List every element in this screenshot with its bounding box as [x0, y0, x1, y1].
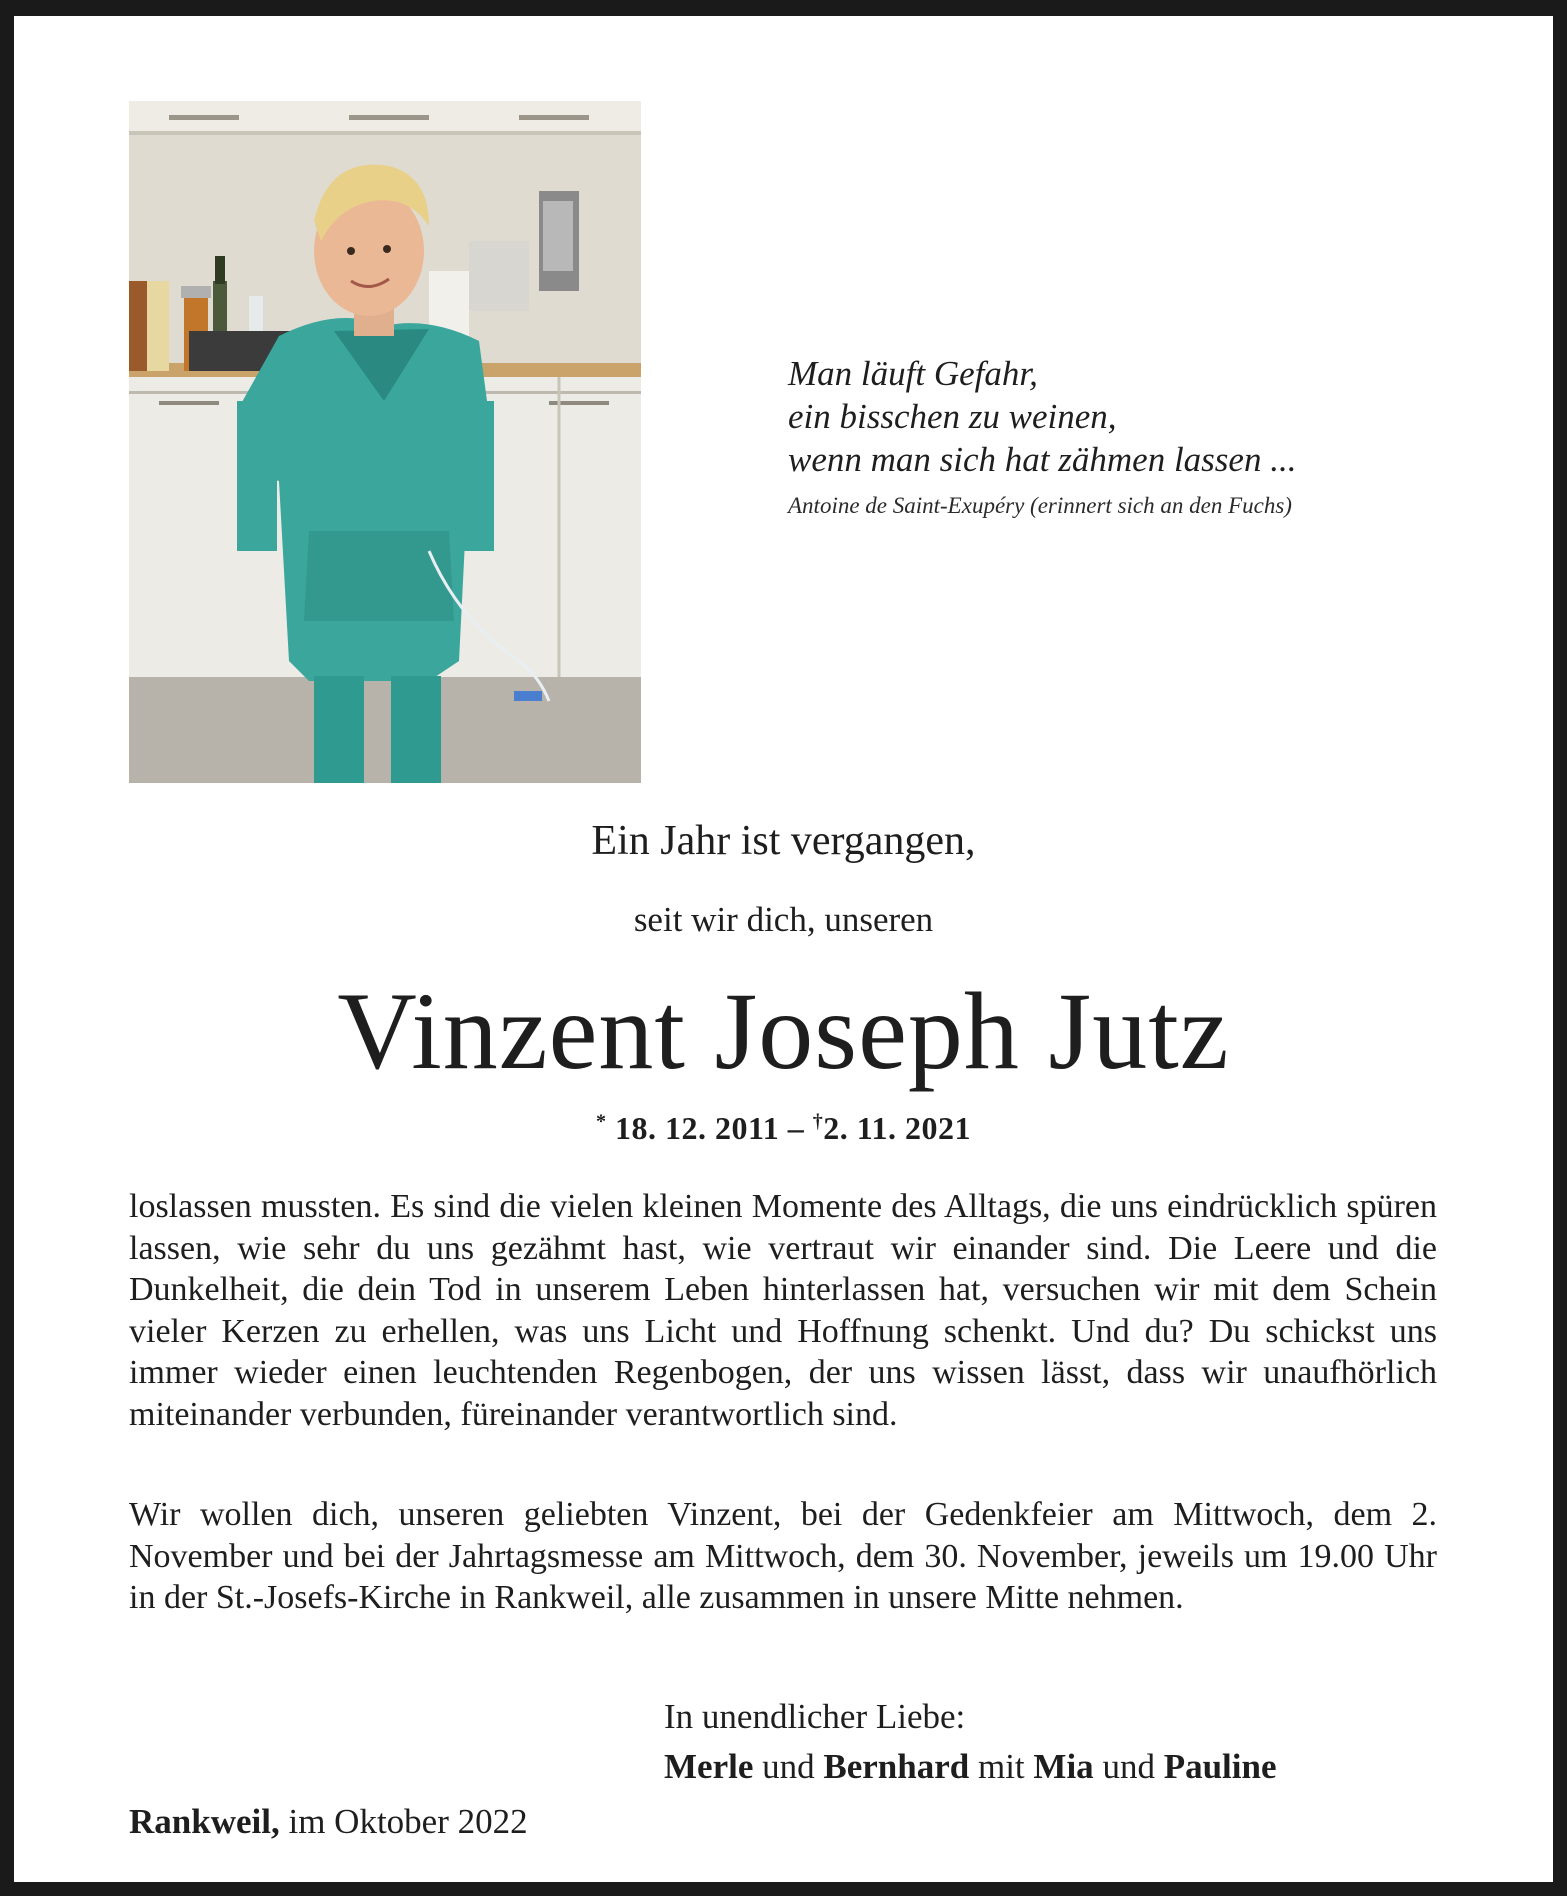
intro-line-2: seit wir dich, unseren: [633, 900, 934, 939]
place-month: im Oktober 2022: [288, 1802, 528, 1841]
epigraph: [788, 352, 1468, 521]
conj-mit: mit: [977, 1747, 1025, 1786]
signature-block: [664, 1692, 1276, 1792]
life-dates: [0, 1110, 1567, 1147]
place-date: [129, 1802, 528, 1842]
date-separator: –: [787, 1110, 805, 1146]
body-paragraph-1: loslassen mussten. Es sind die vielen kleinen Momente des Alltags, die uns eindrücklich spüren lassen, wie sehr du uns gezähmt hast, wie vertraut wir einander sind. Die Leere und die Dunkelheit, die dein Tod in unserem Leben hinterlassen hat, versuchen wir mit dem Schein vieler Kerzen zu erhellen, was uns Licht und Hoffnung schenkt. Und du? Du schickst uns immer wieder einen leuchtenden Regenbogen, der uns wissen lässt, dass wir unaufhörlich miteinander verbunden, füreinander verantwortlich sind.: [129, 1188, 1437, 1433]
intro-line-1: Ein Jahr ist vergangen,: [591, 818, 976, 864]
name-merle: Merle: [664, 1747, 754, 1786]
body-paragraph-2: Wir wollen dich, unseren geliebten Vinzent, bei der Gedenkfeier am Mittwoch, dem 2. November und bei der Jahrtagsmesse am Mittwoch, dem 30. November, jeweils um 19.00 Uhr in der St.-Josefs-Kirche in Rankweil, alle zusammen in unsere Mitte nehmen.: [129, 1496, 1437, 1616]
name-pauline: Pauline: [1163, 1747, 1277, 1786]
conj-und-2: und: [1102, 1747, 1155, 1786]
name-bernhard: Bernhard: [823, 1747, 970, 1786]
deceased-name: Vinzent Joseph Jutz: [337, 970, 1230, 1092]
birth-date: 18. 12. 2011: [615, 1110, 780, 1146]
death-date: 2. 11. 2021: [823, 1110, 971, 1146]
quote-line-1: Man läuft Gefahr,: [788, 354, 1038, 393]
birth-symbol: *: [596, 1110, 607, 1133]
signature-intro: In unendlicher Liebe:: [664, 1697, 966, 1736]
place-town: Rankweil,: [129, 1802, 280, 1841]
name-mia: Mia: [1033, 1747, 1094, 1786]
quote-attribution: Antoine de Saint-Exupéry (erinnert sich an den Fuchs): [788, 493, 1292, 518]
signature-names: [664, 1742, 1276, 1792]
conj-und-1: und: [762, 1747, 815, 1786]
quote-line-2: ein bisschen zu weinen,: [788, 397, 1117, 436]
quote-line-3: wenn man sich hat zähmen lassen ...: [788, 440, 1297, 479]
death-symbol: †: [812, 1110, 824, 1133]
portrait-photo: [129, 101, 641, 783]
